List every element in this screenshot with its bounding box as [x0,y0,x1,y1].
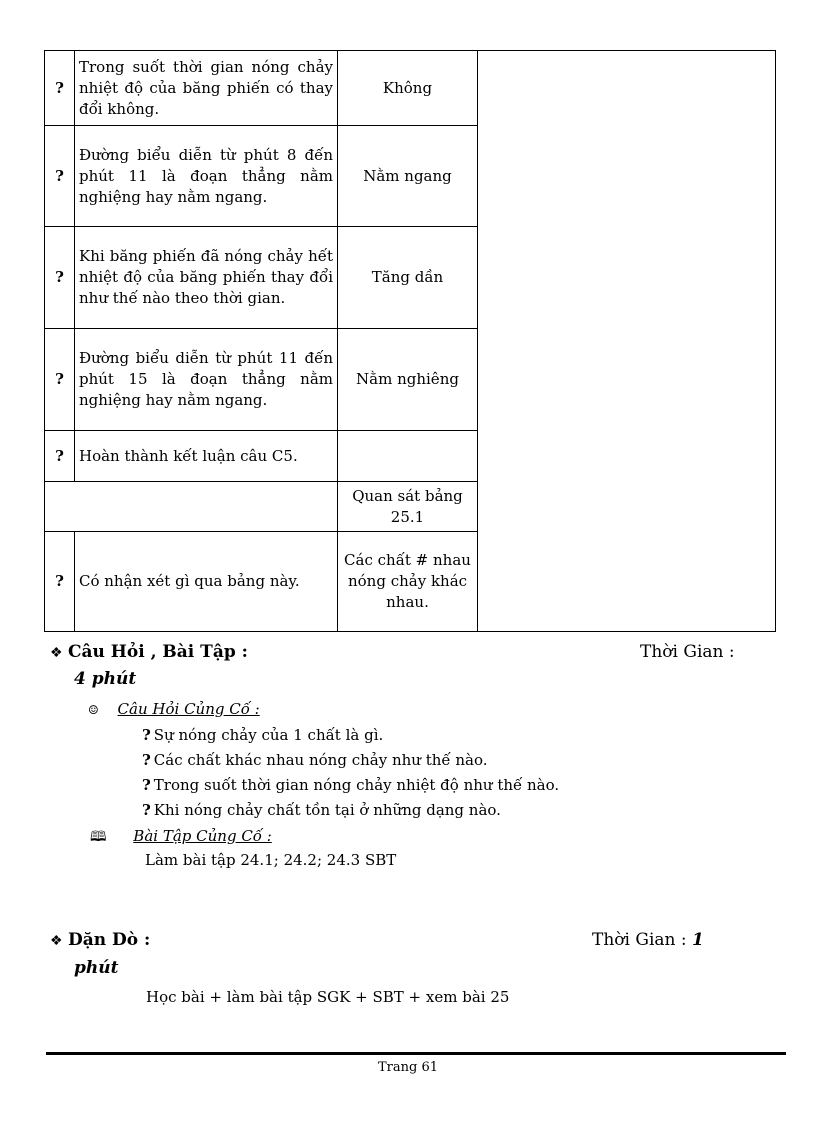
question-mark-icon: ? [142,751,151,769]
question-cell: Khi băng phiến đã nóng chảy hết nhiệt độ của băng phiến thay đổi như thế nào theo thời gian. [75,227,338,329]
homework-time: Thời Gian : 1 [592,930,704,950]
review-title: Câu Hỏi , Bài Tập : [67,642,248,662]
diamond-bullet-icon: ❖ [50,933,63,949]
answer-cell: Nằm ngang [338,126,478,227]
answer-cell: Nằm nghiêng [338,329,478,431]
homework-title: Dặn Dò : [67,930,151,950]
question-cell: Có nhận xét gì qua bảng này. [75,532,338,632]
question-mark-icon: ? [45,126,75,227]
page-number: Trang 61 [377,1060,438,1075]
question-mark-icon: ? [142,801,151,819]
review-heading [50,642,248,662]
question-cell: Hoàn thành kết luận câu C5. [75,431,338,482]
question-cell: Đường biểu diễn từ phút 11 đến phút 15 là đoạn thẳng nằm nghiệng hay nằm ngang. [75,329,338,431]
question-mark-icon: ? [45,227,75,329]
homework-time-unit: phút [74,958,119,978]
question-mark-icon: ? [142,776,151,794]
merged-empty-cell [45,482,338,532]
review-sub1 [88,700,260,718]
review-time-value: 4 phút [74,669,137,689]
exercise-text: Làm bài tập 24.1; 24.2; 24.3 SBT [145,851,397,869]
review-sub1-title: Câu Hỏi Củng Cố : [117,700,260,718]
homework-heading [50,930,150,950]
list-item: ? Khi nóng chảy chất tồn tại ở những dạng nào. [142,801,501,819]
question-mark-icon: ? [45,431,75,482]
answer-cell: Các chất # nhau nóng chảy khác nhau. [338,532,478,632]
list-item: ? Các chất khác nhau nóng chảy như thế nào. [142,751,488,769]
question-mark-icon: ? [142,726,151,744]
question-mark-icon: ? [45,532,75,632]
smiley-icon: ☺ [88,703,99,717]
answer-cell: Quan sát bảng 25.1 [338,482,478,532]
notes-column [478,51,776,632]
list-item: ? Sự nóng chảy của 1 chất là gì. [142,726,384,744]
homework-text: Học bài + làm bài tập SGK + SBT + xem bài 25 [146,988,510,1006]
lesson-table [44,50,776,632]
table-row [45,51,776,126]
question-cell: Trong suốt thời gian nóng chảy nhiệt độ của băng phiến có thay đổi không. [75,51,338,126]
question-mark-icon: ? [45,329,75,431]
question-mark-icon: ? [45,51,75,126]
answer-cell: Không [338,51,478,126]
question-cell: Đường biểu diễn từ phút 8 đến phút 11 là đoạn thẳng nằm nghiệng hay nằm ngang. [75,126,338,227]
review-time-label: Thời Gian : [640,642,735,662]
book-icon: 🕮 [90,829,107,845]
review-sub2-title: Bài Tập Củng Cố : [133,827,272,845]
diamond-bullet-icon: ❖ [50,645,63,661]
list-item: ? Trong suốt thời gian nóng chảy nhiệt độ như thế nào. [142,776,560,794]
answer-cell [338,431,478,482]
review-sub2 [90,826,272,850]
answer-cell: Tăng dần [338,227,478,329]
footer-rule [46,1052,786,1055]
